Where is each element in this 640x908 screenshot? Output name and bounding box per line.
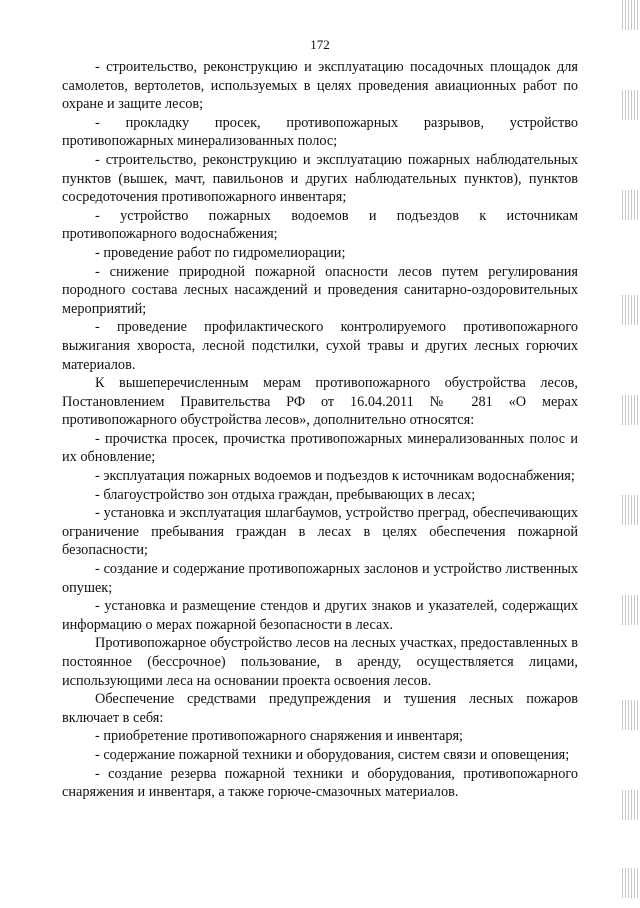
paragraph: - строительство, реконструкцию и эксплуатацию посадочных площадок для самолетов, вертолетов, используемых в целях проведения авиационных работ по охране и защите лесов; xyxy=(62,59,578,113)
paragraph: - прокладку просек, противопожарных разрывов, устройство противопожарных минерализованных полос; xyxy=(62,114,578,150)
paragraph: - содержание пожарной техники и оборудования, систем связи и оповещения; xyxy=(95,746,570,763)
paragraph: - проведение работ по гидромелиорации; xyxy=(95,244,346,261)
paragraph: - создание резерва пожарной техники и оборудования, противопожарного снаряжения и инвентаря, а также горюче-смазочных материалов. xyxy=(62,765,578,801)
paragraph: - снижение природной пожарной опасности лесов путем регулирования породного состава лесных насаждений и проведения санитарно-оздоровительных мероприятий; xyxy=(62,263,578,317)
paragraph: - устройство пожарных водоемов и подъездов к источникам противопожарного водоснабжения; xyxy=(62,207,578,243)
paragraph: - благоустройство зон отдыха граждан, пребывающих в лесах; xyxy=(95,486,476,503)
paragraph: Противопожарное обустройство лесов на лесных участках, предоставленных в постоянное (бессрочное) пользование, в аренду, осуществляется лицами, использующими леса на основании проекта освоения лесов. xyxy=(62,635,578,689)
scan-edge-artifact xyxy=(622,868,640,898)
paragraph: - приобретение противопожарного снаряжения и инвентаря; xyxy=(95,728,464,745)
scan-edge-artifact xyxy=(622,495,640,525)
paragraph: - прочистка просек, прочистка противопожарных минерализованных полос и их обновление; xyxy=(62,430,578,466)
document-body xyxy=(62,58,578,802)
scan-edge-artifact xyxy=(622,190,640,220)
paragraph: - строительство, реконструкцию и эксплуатацию пожарных наблюдательных пунктов (вышек, мачт, павильонов и других наблюдательных пунктов), пунктов сосредоточения противопожарного инвентаря; xyxy=(62,151,578,206)
paragraph: - эксплуатация пожарных водоемов и подъездов к источникам водоснабжения; xyxy=(95,468,575,485)
scan-edge-artifact xyxy=(622,90,640,120)
scan-edge-artifact xyxy=(622,0,640,30)
paragraph: - проведение профилактического контролируемого противопожарного выжигания хвороста, лесной подстилки, сухой травы и других лесных горючих материалов. xyxy=(62,319,578,373)
paragraph: К вышеперечисленным мерам противопожарного обустройства лесов, Постановлением Правительства РФ от 16.04.2011 № 281 «О мерах противопожарного обустройства лесов», дополнительно относятся: xyxy=(62,375,578,429)
scan-edge-artifact xyxy=(622,395,640,425)
scan-edge-artifact xyxy=(622,790,640,820)
page-number: 172 xyxy=(310,37,330,52)
paragraph: - установка и эксплуатация шлагбаумов, устройство преград, обеспечивающих ограничение пребывания граждан в лесах в целях обеспечения пожарной безопасности; xyxy=(62,505,578,559)
scan-edge-artifact xyxy=(622,595,640,625)
paragraph: - установка и размещение стендов и других знаков и указателей, содержащих информацию о мерах пожарной безопасности в лесах. xyxy=(62,598,578,633)
paragraph: - создание и содержание противопожарных заслонов и устройство лиственных опушек; xyxy=(62,561,578,596)
scan-edge-artifact xyxy=(622,295,640,325)
scan-edge-artifact xyxy=(622,700,640,730)
paragraph: Обеспечение средствами предупреждения и тушения лесных пожаров включает в себя: xyxy=(62,691,578,726)
